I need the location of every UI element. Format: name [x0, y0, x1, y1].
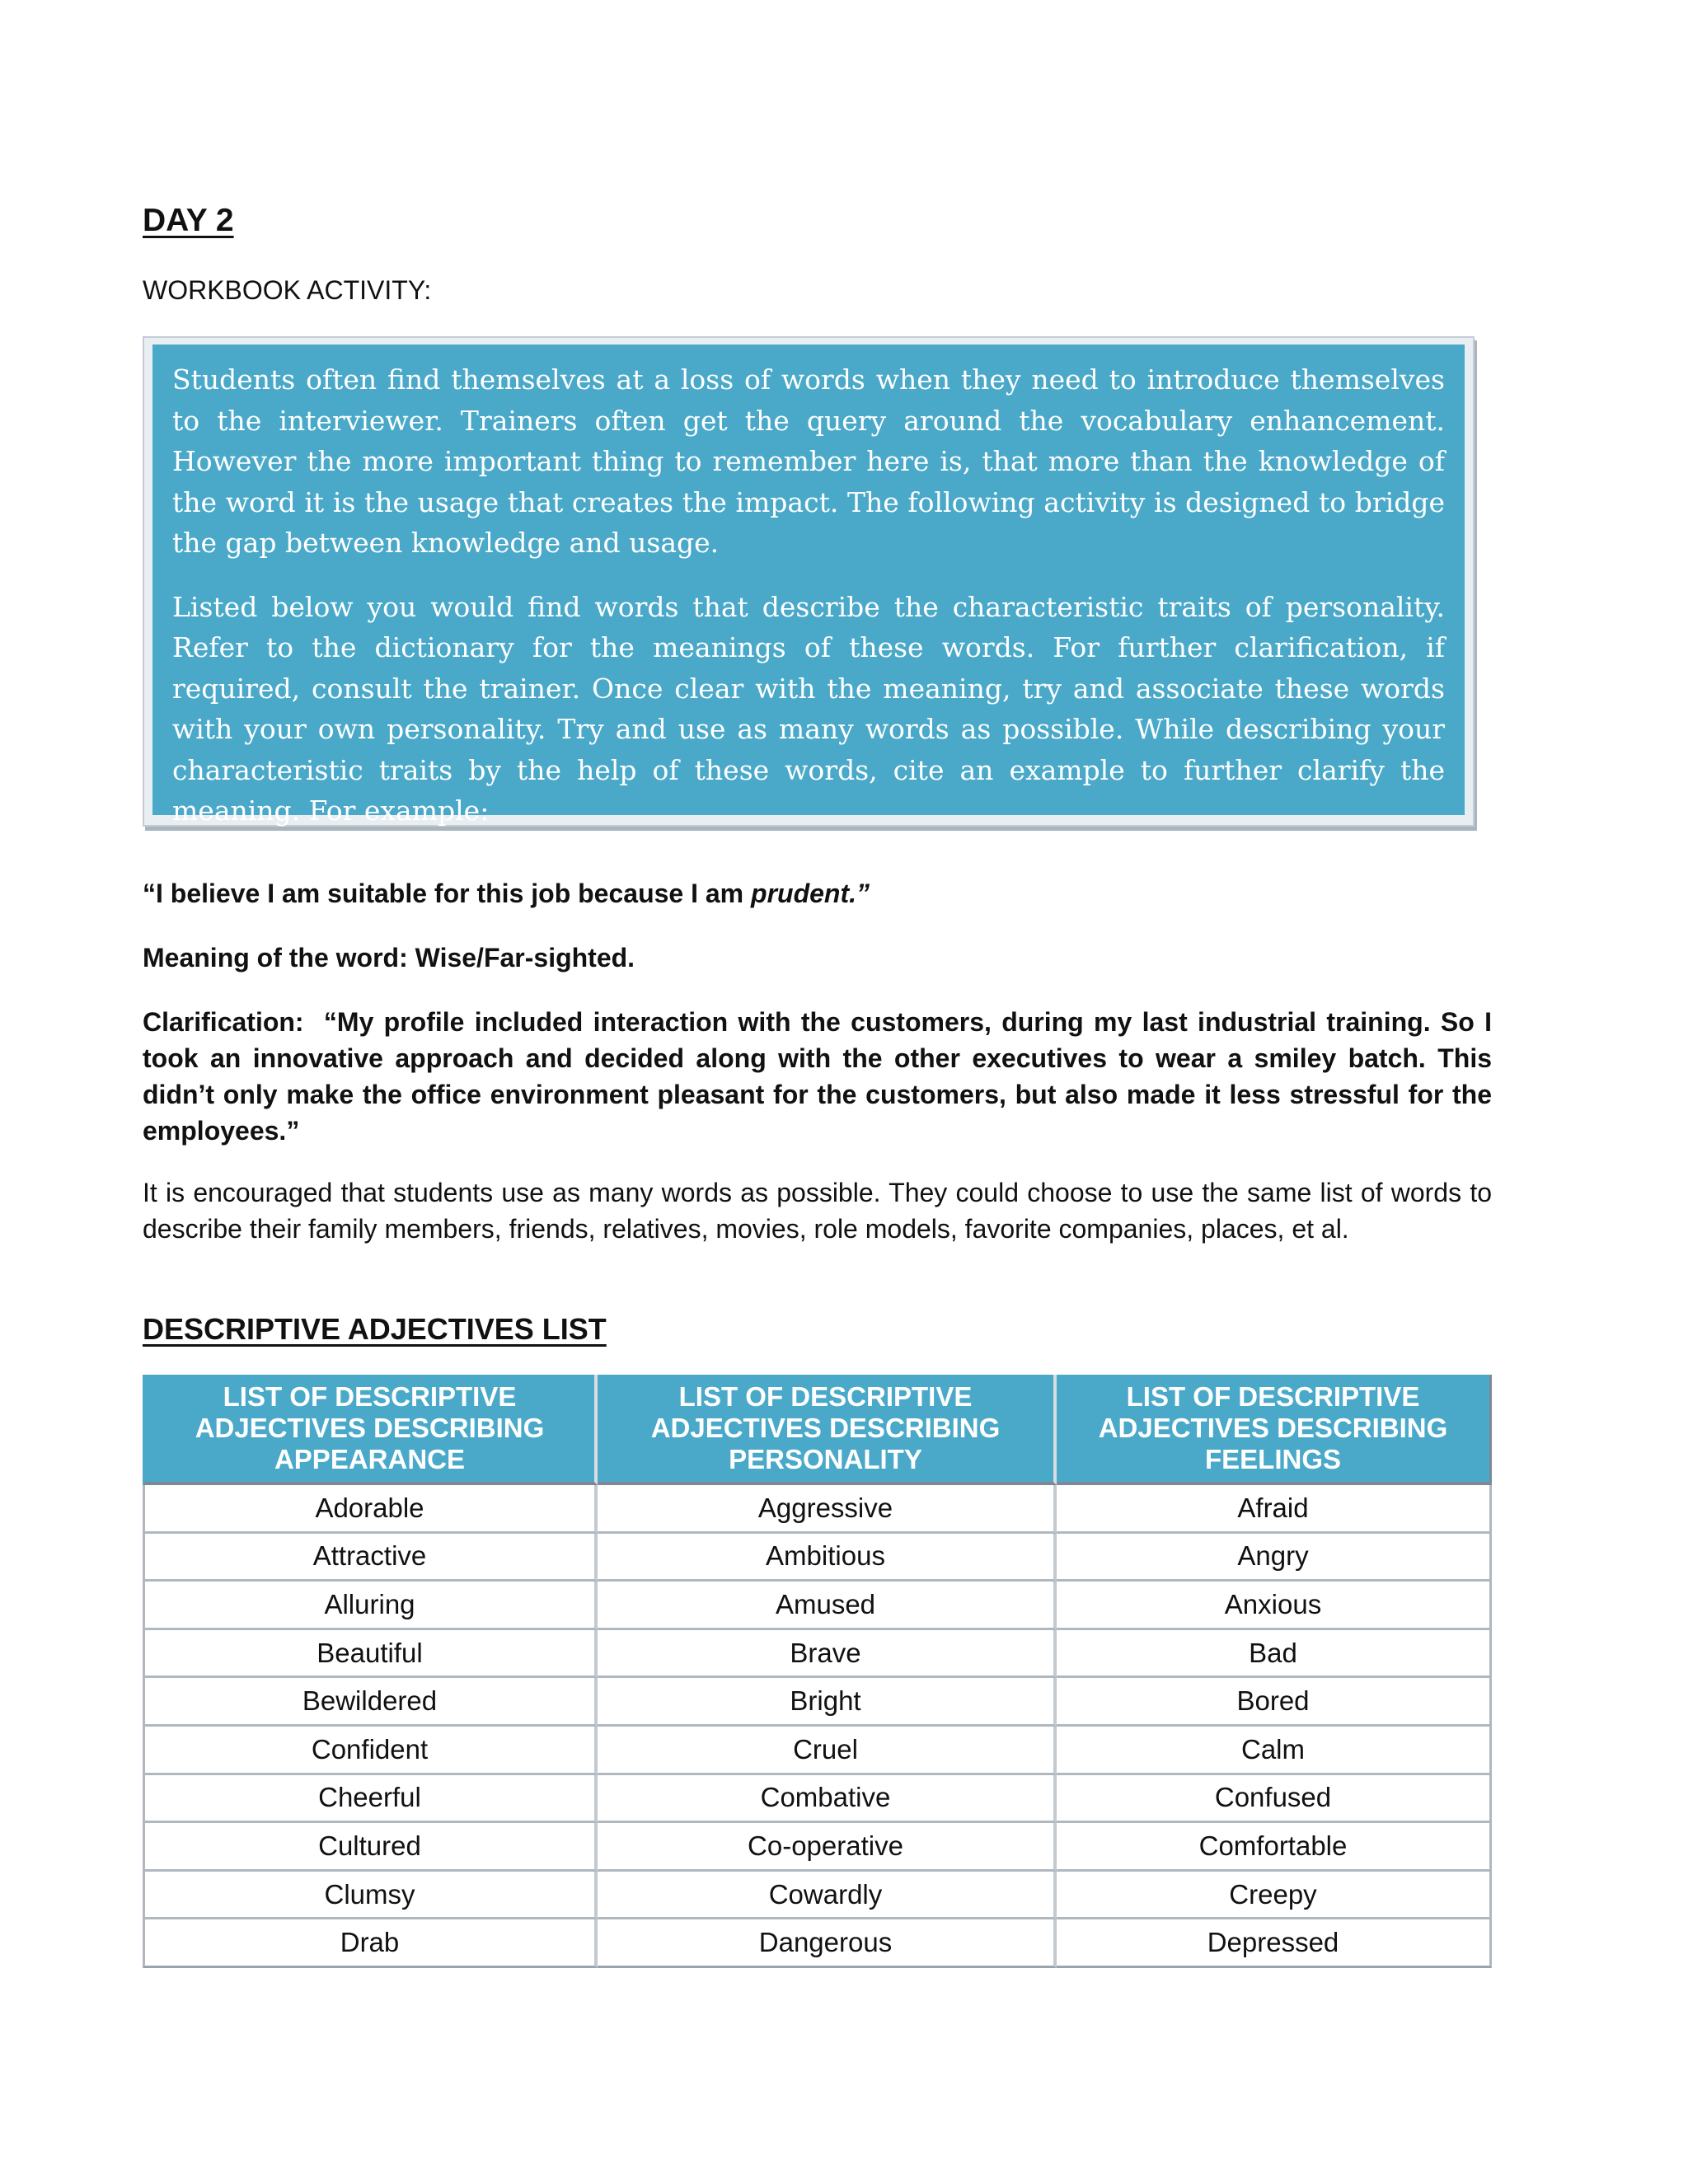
table-cell: Attractive: [143, 1534, 598, 1582]
table-row: [143, 1919, 1492, 1968]
table-cell: Ambitious: [598, 1534, 1057, 1582]
table-cell: Bright: [598, 1678, 1057, 1727]
page-title: DAY 2: [143, 203, 234, 238]
table-cell: Confident: [143, 1727, 598, 1775]
table-row: [143, 1485, 1492, 1534]
table-cell: Brave: [598, 1630, 1057, 1679]
column-header-appearance: LIST OF DESCRIPTIVE ADJECTIVES DESCRIBING APPEARANCE: [143, 1375, 598, 1485]
table-cell: Comfortable: [1057, 1823, 1492, 1872]
table-row: [143, 1823, 1492, 1872]
table-cell: Amused: [598, 1582, 1057, 1630]
table-cell: Bewildered: [143, 1678, 598, 1727]
workbook-activity-label: WORKBOOK ACTIVITY:: [143, 275, 432, 305]
clarification-label: Clarification:: [143, 1007, 304, 1037]
table-cell: Depressed: [1057, 1919, 1492, 1968]
clarification-text: “My profile included interaction with the customers, during my last industrial training. So I took an innovative approach and decided along with the other executives to wear a smiley batch. This didn’t only make the office environment pleasant for the customers, but also made it less stressful for the employees.”: [143, 1007, 1493, 1146]
example-quote: [143, 875, 1492, 912]
table-cell: Creepy: [1057, 1872, 1492, 1920]
intro-callout: [143, 336, 1475, 827]
table-row: [143, 1872, 1492, 1920]
table-row: [143, 1775, 1492, 1824]
column-header-feelings: LIST OF DESCRIPTIVE ADJECTIVES DESCRIBING FEELINGS: [1057, 1375, 1492, 1485]
table-cell: Adorable: [143, 1485, 598, 1534]
table-row: [143, 1630, 1492, 1679]
table-cell: Clumsy: [143, 1872, 598, 1920]
intro-paragraph-1: Students often find themselves at a loss of words when they need to introduce themselves to the interviewer. Trainers often get the query around the vocabulary enhancement. However the more important thing to remember here is, that more than the knowledge of the word it is the usage that creates the impact. The following activity is designed to bridge the gap between knowledge and usage.: [172, 363, 1445, 559]
table-cell: Cheerful: [143, 1775, 598, 1824]
adjectives-table: [143, 1375, 1492, 1968]
table-header-row: [143, 1375, 1492, 1485]
example-quote-keyword: prudent.”: [751, 879, 870, 908]
table-cell: Calm: [1057, 1727, 1492, 1775]
table-cell: Confused: [1057, 1775, 1492, 1824]
table-cell: Combative: [598, 1775, 1057, 1824]
table-cell: Drab: [143, 1919, 598, 1968]
table-row: [143, 1678, 1492, 1727]
table-cell: Cultured: [143, 1823, 598, 1872]
table-cell: Bad: [1057, 1630, 1492, 1679]
table-row: [143, 1534, 1492, 1582]
table-cell: Cowardly: [598, 1872, 1057, 1920]
table-cell: Anxious: [1057, 1582, 1492, 1630]
encouragement-paragraph: It is encouraged that students use as many words as possible. They could choose to use the same list of words to describe their family members, friends, relatives, movies, role models, favorite companies, places, et al.: [143, 1178, 1492, 1244]
table-cell: Dangerous: [598, 1919, 1057, 1968]
table-cell: Alluring: [143, 1582, 598, 1630]
table-cell: Co-operative: [598, 1823, 1057, 1872]
table-cell: Bored: [1057, 1678, 1492, 1727]
table-row: [143, 1727, 1492, 1775]
table-row: [143, 1582, 1492, 1630]
example-clarification: [143, 1004, 1492, 1149]
table-cell: Afraid: [1057, 1485, 1492, 1534]
table-cell: Beautiful: [143, 1630, 598, 1679]
table-cell: Angry: [1057, 1534, 1492, 1582]
example-quote-text: “I believe I am suitable for this job because I am: [143, 879, 752, 908]
adjectives-list-heading: DESCRIPTIVE ADJECTIVES LIST: [143, 1312, 607, 1346]
intro-callout-body: [152, 344, 1465, 827]
intro-paragraph-2: Listed below you would find words that describe the characteristic traits of personality. Refer to the dictionary for the meanings of these words. For further clarification, if required, consult the trainer. Once clear with the meaning, try and associate these words with your own personality. Try and use as many words as possible. While describing your characteristic traits by the help of these words, cite an example to further clarify the meaning. For example:: [172, 590, 1445, 827]
table-cell: Aggressive: [598, 1485, 1057, 1534]
table-cell: Cruel: [598, 1727, 1057, 1775]
example-meaning: Meaning of the word: Wise/Far-sighted.: [143, 943, 635, 972]
column-header-personality: LIST OF DESCRIPTIVE ADJECTIVES DESCRIBING PERSONALITY: [598, 1375, 1057, 1485]
